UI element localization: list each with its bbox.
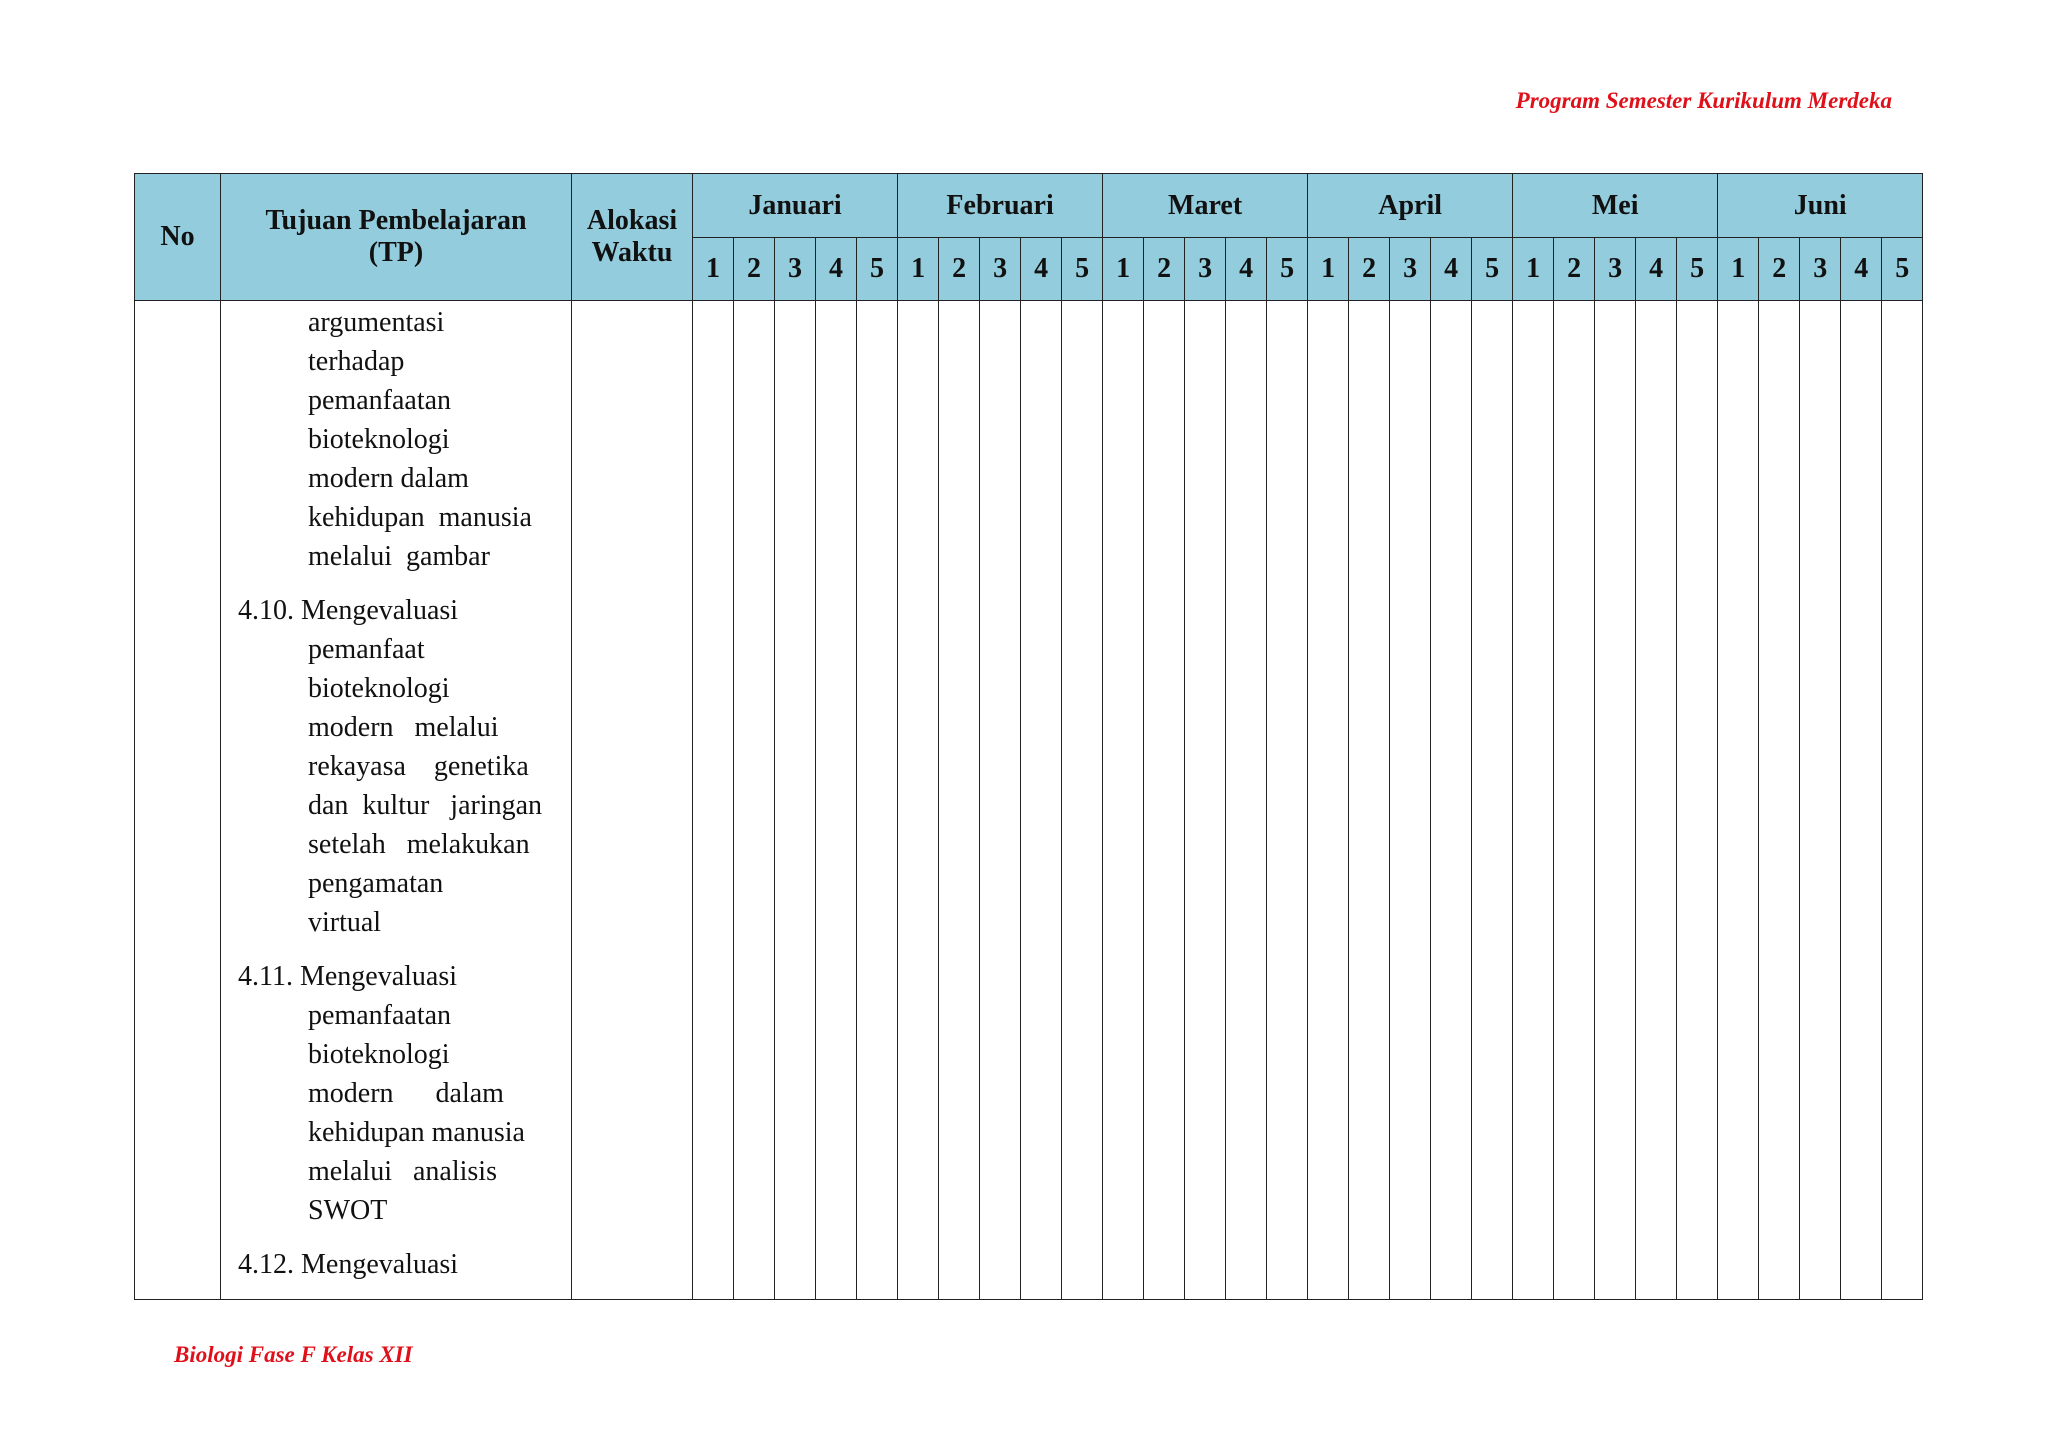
week-cell	[1431, 301, 1472, 1300]
tp-list	[221, 301, 571, 1284]
week-header: 2	[734, 238, 775, 301]
week-header: 4	[816, 238, 857, 301]
tp-item	[238, 591, 571, 942]
week-header: 1	[1513, 238, 1554, 301]
week-header: 1	[898, 238, 939, 301]
week-header: 5	[857, 238, 898, 301]
week-header: 2	[939, 238, 980, 301]
tp-line: terhadap	[308, 346, 405, 377]
tp-line: kehidupan manusia	[308, 502, 532, 533]
week-cell	[1595, 301, 1636, 1300]
week-cell	[1349, 301, 1390, 1300]
week-cell	[1841, 301, 1882, 1300]
week-cell	[1226, 301, 1267, 1300]
week-cell	[734, 301, 775, 1300]
tp-line-text: Mengevaluasi	[301, 1249, 459, 1280]
week-cell	[1390, 301, 1431, 1300]
week-header: 2	[1349, 238, 1390, 301]
tp-line: pengamatan	[308, 868, 444, 899]
week-cell	[1185, 301, 1226, 1300]
tp-line: argumentasi	[308, 307, 445, 338]
week-cell	[939, 301, 980, 1300]
week-cell	[775, 301, 816, 1300]
tp-line: pemanfaatan	[308, 385, 452, 416]
week-header: 2	[1554, 238, 1595, 301]
week-header: 5	[1882, 238, 1923, 301]
tp-line	[238, 591, 571, 630]
week-cell	[1636, 301, 1677, 1300]
week-header: 1	[1718, 238, 1759, 301]
tp-line: melalui gambar	[308, 541, 490, 572]
week-header: 5	[1677, 238, 1718, 301]
tp-line: virtual	[308, 907, 382, 938]
tp-line: modern melalui	[308, 712, 499, 743]
tp-line: pemanfaat	[308, 634, 425, 665]
week-cell	[1677, 301, 1718, 1300]
week-cell	[980, 301, 1021, 1300]
week-cell	[898, 301, 939, 1300]
month-header: Januari	[693, 174, 898, 238]
week-cell	[693, 301, 734, 1300]
tp-line-text: Mengevaluasi	[301, 595, 459, 626]
tp-line: dan kultur jaringan	[308, 790, 543, 821]
tp-line: melalui analisis	[308, 1156, 497, 1187]
tp-line	[238, 957, 571, 996]
cell-tp	[221, 301, 572, 1300]
week-cell	[1759, 301, 1800, 1300]
week-header: 3	[1800, 238, 1841, 301]
tp-item	[238, 1245, 571, 1284]
tp-line: pemanfaatan	[308, 1000, 452, 1031]
week-header: 3	[1390, 238, 1431, 301]
week-header: 3	[1595, 238, 1636, 301]
week-cell	[1472, 301, 1513, 1300]
semester-schedule-table	[134, 173, 1923, 1300]
week-header: 3	[1185, 238, 1226, 301]
tp-line: setelah melakukan	[308, 829, 530, 860]
week-cell	[1882, 301, 1923, 1300]
week-header: 5	[1267, 238, 1308, 301]
week-header: 2	[1144, 238, 1185, 301]
week-cell	[816, 301, 857, 1300]
week-header: 2	[1759, 238, 1800, 301]
header-note: Program Semester Kurikulum Merdeka	[1515, 88, 1892, 113]
week-header: 4	[1226, 238, 1267, 301]
week-header: 4	[1431, 238, 1472, 301]
week-cell	[1554, 301, 1595, 1300]
week-cell	[1103, 301, 1144, 1300]
week-header: 4	[1841, 238, 1882, 301]
week-cell	[1021, 301, 1062, 1300]
month-header: Mei	[1513, 174, 1718, 238]
header-alokasi: Alokasi Waktu	[572, 174, 693, 301]
cell-alokasi	[572, 301, 693, 1300]
tp-line: SWOT	[308, 1195, 388, 1226]
week-cell	[1800, 301, 1841, 1300]
tp-line: bioteknologi	[308, 673, 450, 704]
tp-line-text: Mengevaluasi	[299, 961, 458, 992]
week-cell	[1718, 301, 1759, 1300]
week-header: 1	[1308, 238, 1349, 301]
month-header: Juni	[1718, 174, 1923, 238]
tp-line: modern dalam	[308, 463, 469, 494]
tp-item	[238, 303, 571, 576]
week-cell	[1513, 301, 1554, 1300]
week-header: 1	[693, 238, 734, 301]
week-header: 3	[775, 238, 816, 301]
week-header: 5	[1472, 238, 1513, 301]
tp-line	[238, 1245, 571, 1284]
tp-code: 4.12.	[238, 1249, 294, 1280]
tp-line: bioteknologi	[308, 424, 450, 455]
header-tp: Tujuan Pembelajaran (TP)	[221, 174, 572, 301]
week-header: 5	[1062, 238, 1103, 301]
tp-code: 4.10.	[238, 595, 294, 626]
week-cell	[1144, 301, 1185, 1300]
tp-line: modern dalam	[308, 1078, 504, 1109]
month-header: Februari	[898, 174, 1103, 238]
week-header: 4	[1021, 238, 1062, 301]
month-header: April	[1308, 174, 1513, 238]
tp-line: bioteknologi	[308, 1039, 450, 1070]
cell-no	[135, 301, 221, 1300]
tp-code: 4.11.	[238, 961, 293, 992]
month-header: Maret	[1103, 174, 1308, 238]
week-cell	[1308, 301, 1349, 1300]
header-no: No	[135, 174, 221, 301]
week-header: 1	[1103, 238, 1144, 301]
week-cell	[1267, 301, 1308, 1300]
footer-note: Biologi Fase F Kelas XII	[174, 1342, 413, 1367]
week-cell	[1062, 301, 1103, 1300]
week-cell	[857, 301, 898, 1300]
week-header: 3	[980, 238, 1021, 301]
tp-item	[238, 957, 571, 1230]
tp-line: rekayasa genetika	[308, 751, 529, 782]
tp-line: kehidupan manusia	[308, 1117, 525, 1148]
week-header: 4	[1636, 238, 1677, 301]
